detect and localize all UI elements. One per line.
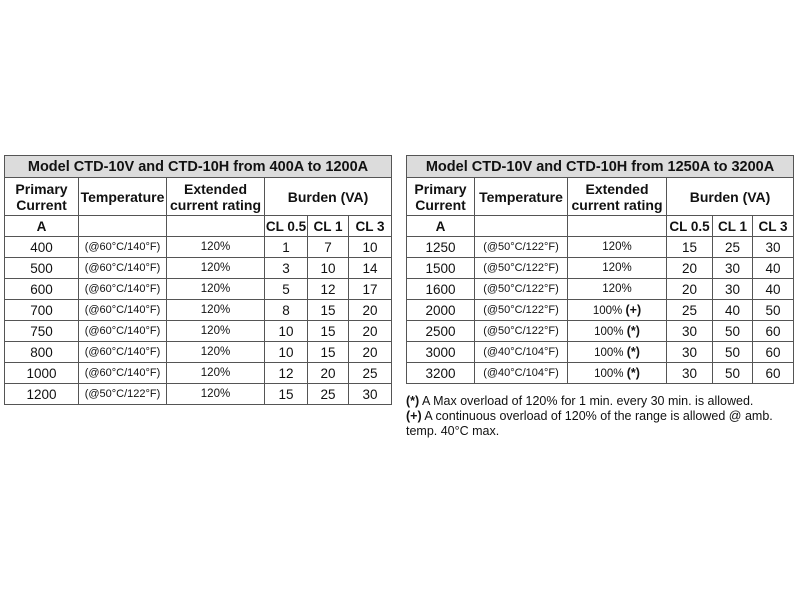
cell-extended-rating [167, 342, 265, 363]
cell-cl05: 25 [667, 300, 713, 321]
cell-primary-current: 1200 [5, 384, 79, 405]
cell-cl1: 25 [308, 384, 349, 405]
cell-primary-current: 700 [5, 300, 79, 321]
table-title: Model CTD-10V and CTD-10H from 1250A to 3200A [407, 156, 794, 178]
extended-value: 120% [200, 346, 231, 358]
header-cl05: CL 0.5 [265, 216, 308, 237]
header-temperature: Temperature [79, 178, 167, 216]
header-blank-ext [167, 216, 265, 237]
cell-primary-current: 600 [5, 279, 79, 300]
header-blank-ext [568, 216, 667, 237]
cell-cl3: 40 [753, 279, 794, 300]
footnote-mark: (+) [406, 409, 422, 423]
footnote [406, 394, 796, 409]
cell-extended-rating [167, 279, 265, 300]
cell-temperature: (@60°C/140°F) [79, 279, 167, 300]
cell-cl1: 15 [308, 300, 349, 321]
cell-extended-rating [167, 300, 265, 321]
table-row [5, 237, 392, 258]
cell-extended-rating [167, 321, 265, 342]
cell-cl3: 60 [753, 342, 794, 363]
cell-temperature: (@50°C/122°F) [475, 258, 568, 279]
header-cl1: CL 1 [308, 216, 349, 237]
cell-primary-current: 500 [5, 258, 79, 279]
cell-primary-current: 1250 [407, 237, 475, 258]
header-cl3: CL 3 [349, 216, 392, 237]
cell-cl05: 20 [667, 279, 713, 300]
extended-value: 120% [200, 304, 231, 316]
cell-extended-rating [167, 237, 265, 258]
header-burden: Burden (VA) [265, 178, 392, 216]
header-cl1: CL 1 [713, 216, 753, 237]
header-unit-a: A [407, 216, 475, 237]
cell-cl3: 14 [349, 258, 392, 279]
cell-cl1: 25 [713, 237, 753, 258]
cell-extended-rating [568, 300, 667, 321]
cell-cl3: 25 [349, 363, 392, 384]
table-row [5, 384, 392, 405]
header-extended-rating: Extended current rating [568, 178, 667, 216]
table-row [407, 237, 794, 258]
cell-cl1: 7 [308, 237, 349, 258]
table-row [407, 342, 794, 363]
cell-cl3: 17 [349, 279, 392, 300]
extended-value: 100% [594, 347, 624, 359]
table-row [407, 279, 794, 300]
table-row [5, 300, 392, 321]
extended-value: 100% [594, 326, 624, 338]
spec-table-1250-3200 [406, 155, 794, 384]
footnotes [406, 394, 796, 439]
cell-primary-current: 1600 [407, 279, 475, 300]
cell-extended-rating [167, 363, 265, 384]
extended-value: 120% [200, 367, 231, 379]
cell-cl05: 3 [265, 258, 308, 279]
cell-primary-current: 2000 [407, 300, 475, 321]
cell-cl05: 10 [265, 321, 308, 342]
cell-extended-rating [568, 321, 667, 342]
cell-cl3: 30 [753, 237, 794, 258]
table-row [5, 258, 392, 279]
cell-primary-current: 800 [5, 342, 79, 363]
cell-cl3: 30 [349, 384, 392, 405]
table-row [5, 279, 392, 300]
cell-extended-rating [568, 279, 667, 300]
cell-temperature: (@60°C/140°F) [79, 363, 167, 384]
table-row [407, 363, 794, 384]
extended-value: 120% [602, 283, 632, 295]
spec-table-400-1200 [4, 155, 392, 405]
header-burden: Burden (VA) [667, 178, 794, 216]
cell-primary-current: 3000 [407, 342, 475, 363]
extended-value: 100% [592, 305, 623, 317]
table-row [5, 342, 392, 363]
extended-footnote-mark: (*) [626, 345, 640, 359]
cell-cl1: 30 [713, 279, 753, 300]
cell-cl05: 20 [667, 258, 713, 279]
extended-value: 120% [602, 262, 632, 274]
cell-temperature: (@60°C/140°F) [79, 258, 167, 279]
footnote-mark: (*) [406, 394, 420, 408]
cell-cl1: 40 [713, 300, 753, 321]
cell-temperature: (@50°C/122°F) [475, 300, 568, 321]
cell-temperature: (@50°C/122°F) [475, 279, 568, 300]
table-row [407, 258, 794, 279]
cell-cl1: 15 [308, 342, 349, 363]
extended-value: 120% [602, 241, 632, 253]
cell-primary-current: 3200 [407, 363, 475, 384]
cell-cl3: 20 [349, 321, 392, 342]
cell-cl1: 15 [308, 321, 349, 342]
cell-temperature: (@50°C/122°F) [79, 384, 167, 405]
cell-cl05: 30 [667, 342, 713, 363]
cell-cl05: 12 [265, 363, 308, 384]
cell-extended-rating [568, 258, 667, 279]
cell-cl1: 20 [308, 363, 349, 384]
cell-primary-current: 400 [5, 237, 79, 258]
cell-cl05: 5 [265, 279, 308, 300]
header-blank-temp [475, 216, 568, 237]
cell-cl05: 15 [667, 237, 713, 258]
header-temperature: Temperature [475, 178, 568, 216]
header-unit-a: A [5, 216, 79, 237]
extended-value: 120% [200, 241, 231, 253]
footnote-text: A continuous overload of 120% of the range is allowed @ amb. temp. 40°C max. [406, 409, 773, 438]
cell-cl1: 50 [713, 321, 753, 342]
footnote-text: A Max overload of 120% for 1 min. every 30 min. is allowed. [422, 394, 754, 408]
cell-cl05: 10 [265, 342, 308, 363]
cell-cl1: 30 [713, 258, 753, 279]
cell-temperature: (@60°C/140°F) [79, 237, 167, 258]
cell-cl3: 50 [753, 300, 794, 321]
cell-cl05: 30 [667, 321, 713, 342]
table-row [5, 363, 392, 384]
cell-extended-rating [568, 237, 667, 258]
cell-extended-rating [568, 363, 667, 384]
cell-cl05: 1 [265, 237, 308, 258]
cell-temperature: (@40°C/104°F) [475, 363, 568, 384]
header-cl05: CL 0.5 [667, 216, 713, 237]
cell-cl3: 60 [753, 321, 794, 342]
extended-value: 100% [594, 368, 624, 380]
extended-value: 120% [200, 262, 231, 274]
table-row [407, 300, 794, 321]
cell-extended-rating [167, 384, 265, 405]
footnote [406, 409, 796, 439]
cell-cl1: 12 [308, 279, 349, 300]
header-blank-temp [79, 216, 167, 237]
cell-temperature: (@60°C/140°F) [79, 342, 167, 363]
extended-footnote-mark: (*) [626, 366, 640, 380]
cell-extended-rating [167, 258, 265, 279]
cell-cl05: 15 [265, 384, 308, 405]
cell-primary-current: 1500 [407, 258, 475, 279]
cell-extended-rating [568, 342, 667, 363]
table-row [407, 321, 794, 342]
extended-value: 120% [200, 283, 231, 295]
cell-temperature: (@60°C/140°F) [79, 300, 167, 321]
header-cl3: CL 3 [753, 216, 794, 237]
cell-cl3: 20 [349, 342, 392, 363]
cell-cl1: 50 [713, 342, 753, 363]
cell-cl1: 50 [713, 363, 753, 384]
extended-footnote-mark: (*) [626, 324, 640, 338]
table-row [5, 321, 392, 342]
cell-temperature: (@60°C/140°F) [79, 321, 167, 342]
header-primary-current: Primary Current [5, 178, 79, 216]
cell-cl3: 10 [349, 237, 392, 258]
cell-cl05: 8 [265, 300, 308, 321]
table-title: Model CTD-10V and CTD-10H from 400A to 1200A [5, 156, 392, 178]
cell-primary-current: 2500 [407, 321, 475, 342]
cell-primary-current: 1000 [5, 363, 79, 384]
cell-cl3: 20 [349, 300, 392, 321]
header-primary-current: Primary Current [407, 178, 475, 216]
cell-temperature: (@40°C/104°F) [475, 342, 568, 363]
extended-value: 120% [200, 388, 231, 400]
header-extended-rating: Extended current rating [167, 178, 265, 216]
cell-primary-current: 750 [5, 321, 79, 342]
extended-footnote-mark: (+) [625, 303, 642, 317]
extended-value: 120% [200, 325, 231, 337]
cell-cl3: 40 [753, 258, 794, 279]
cell-cl05: 30 [667, 363, 713, 384]
cell-temperature: (@50°C/122°F) [475, 237, 568, 258]
cell-cl3: 60 [753, 363, 794, 384]
cell-temperature: (@50°C/122°F) [475, 321, 568, 342]
cell-cl1: 10 [308, 258, 349, 279]
